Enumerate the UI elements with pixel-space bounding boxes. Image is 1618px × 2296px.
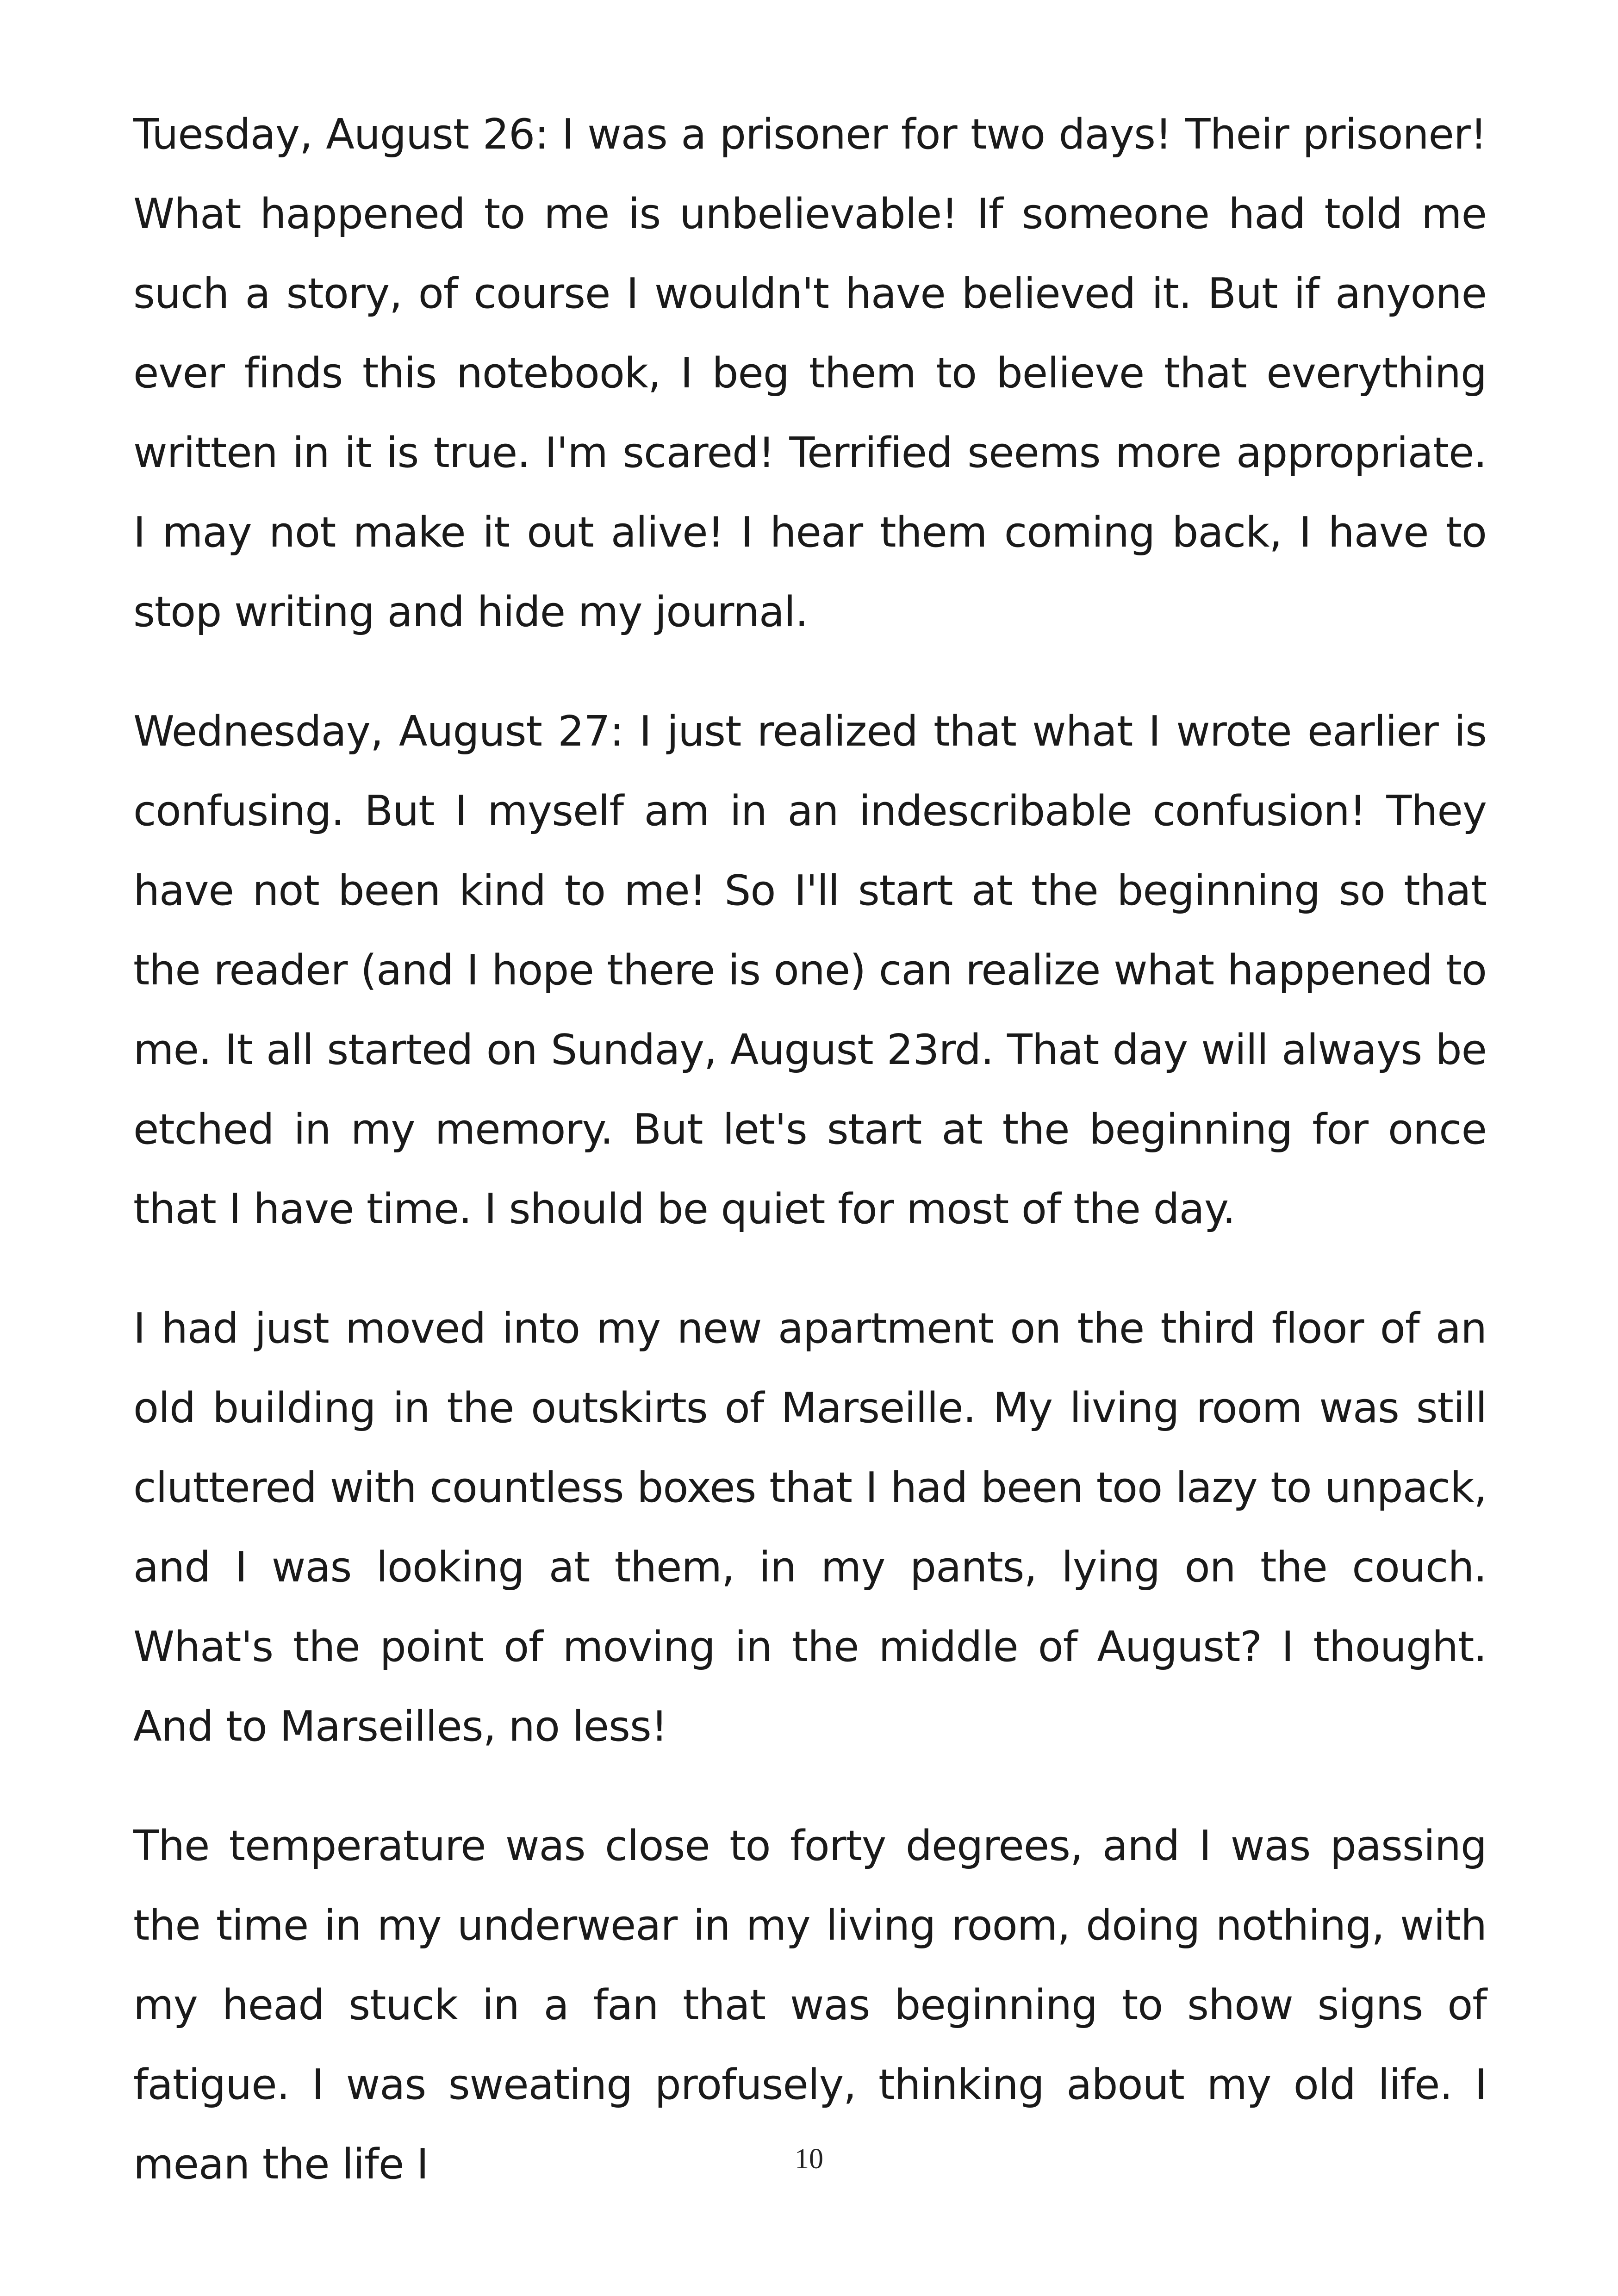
paragraph-4: The temperature was close to forty degrees, and I was passing the time in my underwear in my living room, doing nothing, with my head stuck in a fan that was beginning to show signs of fatigue. I was sweating profusely, thinking about my old life. I mean the life I	[133, 1822, 1487, 2189]
page-number: 10	[795, 2143, 823, 2175]
paragraph-3: I had just moved into my new apartment on the third floor of an old building in the outskirts of Marseille. My living room was still cluttered with countless boxes that I had been too lazy to unpack, and I was looking at them, in my pants, lying on the couch. What's the point of moving in the middle of August? I thought. And to Marseilles, no less!	[133, 1304, 1487, 1751]
paragraph-2: Wednesday, August 27: I just realized that what I wrote earlier is confusing. But I myself am in an indescribable confusion! They have not been kind to me! So I'll start at the beginning so that the reader (and I hope there is one) can realize what happened to me. It all started on Sunday, August 23rd. That day will always be etched in my memory. But let's start at the beginning for once that I have time. I should be quiet for most of the day.	[133, 707, 1487, 1233]
body-text	[133, 95, 1487, 2204]
paragraph-1: Tuesday, August 26: I was a prisoner for two days! Their prisoner! What happened to me is unbelievable! If someone had told me such a story, of course I wouldn't have believed it. But if anyone ever finds this notebook, I beg them to believe that everything written in it is true. I'm scared! Terrified seems more appropriate. I may not make it out alive! I hear them coming back, I have to stop writing and hide my journal.	[133, 110, 1487, 636]
